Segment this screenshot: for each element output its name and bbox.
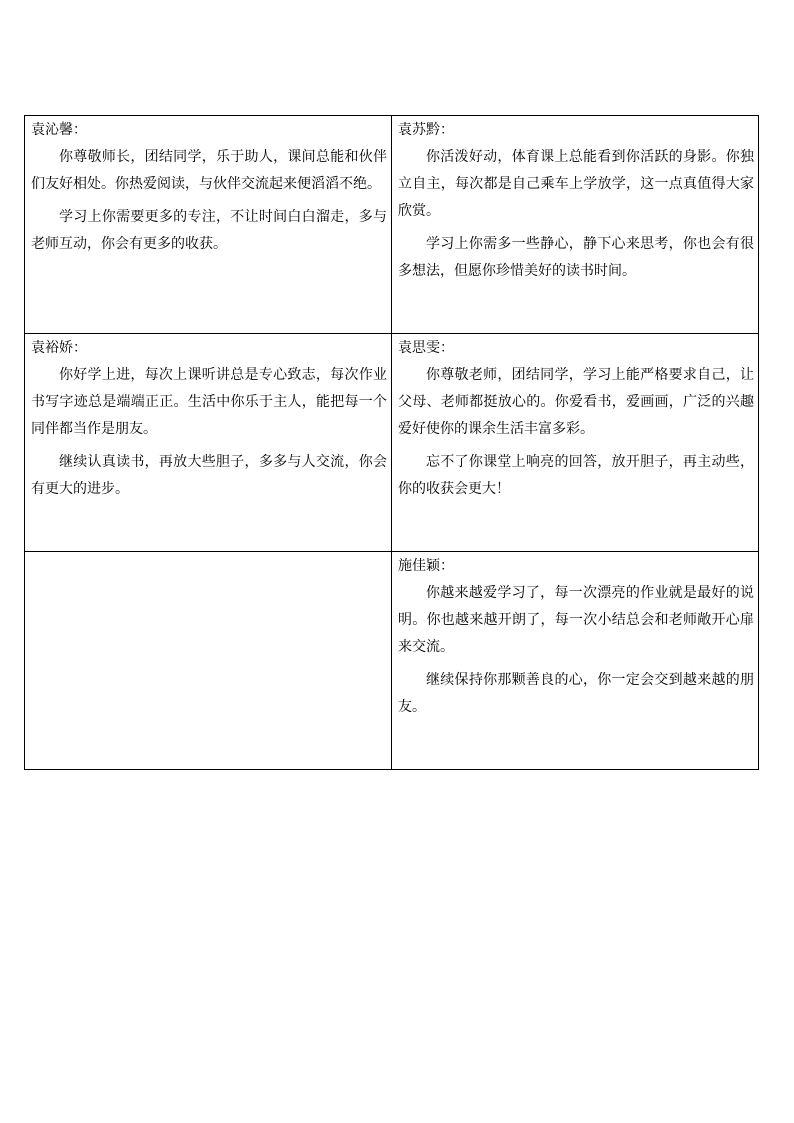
comment-cell [392, 552, 759, 770]
comment-paragraph: 继续保持你那颗善良的心，你一定会交到越来越的朋友。 [398, 672, 754, 715]
student-name: 袁沁馨： [31, 122, 87, 138]
comment-paragraph: 你好学上进，每次上课听讲总是专心致志，每次作业书写字迹总是端端正正。生活中你乐于主人，能把每一个同伴都当作是朋友。 [31, 367, 387, 437]
student-name: 袁裕娇： [31, 340, 87, 356]
comment-paragraph: 你活泼好动，体育课上总能看到你活跃的身影。你独立自主，每次都是自己乘车上学放学，这一点真值得大家欣赏。 [398, 149, 754, 219]
comment-paragraph: 你尊敬师长，团结同学，乐于助人，课间总能和伙伴们友好相处。你热爱阅读，与伙伴交流起来便滔滔不绝。 [31, 149, 387, 192]
comment-paragraph: 你越来越爱学习了，每一次漂亮的作业就是最好的说明。你也越来越开朗了，每一次小结总会和老师敞开心扉来交流。 [398, 585, 754, 655]
student-name: 施佳颖： [398, 558, 454, 574]
student-name: 袁苏黔： [398, 122, 454, 138]
comment-cell [392, 116, 759, 334]
comments-table [24, 115, 759, 770]
comment-cell [392, 334, 759, 552]
comment-paragraph: 学习上你需要更多的专注，不让时间白白溜走，多与老师互动，你会有更多的收获。 [31, 209, 387, 252]
student-name: 袁思雯： [398, 340, 454, 356]
empty-comment-cell [25, 552, 392, 770]
comment-paragraph: 继续认真读书，再放大些胆子，多多与人交流，你会有更大的进步。 [31, 454, 387, 497]
table-row [25, 552, 759, 770]
comment-paragraph: 你尊敬老师，团结同学，学习上能严格要求自己，让父母、老师都挺放心的。你爱看书，爱画画，广泛的兴趣爱好使你的课余生活丰富多彩。 [398, 367, 754, 437]
comment-cell [25, 116, 392, 334]
table-row [25, 116, 759, 334]
table-row [25, 334, 759, 552]
comment-paragraph: 学习上你需多一些静心，静下心来思考，你也会有很多想法，但愿你珍惜美好的读书时间。 [398, 236, 754, 279]
comment-paragraph: 忘不了你课堂上响亮的回答，放开胆子，再主动些，你的收获会更大！ [398, 454, 754, 497]
comment-cell [25, 334, 392, 552]
